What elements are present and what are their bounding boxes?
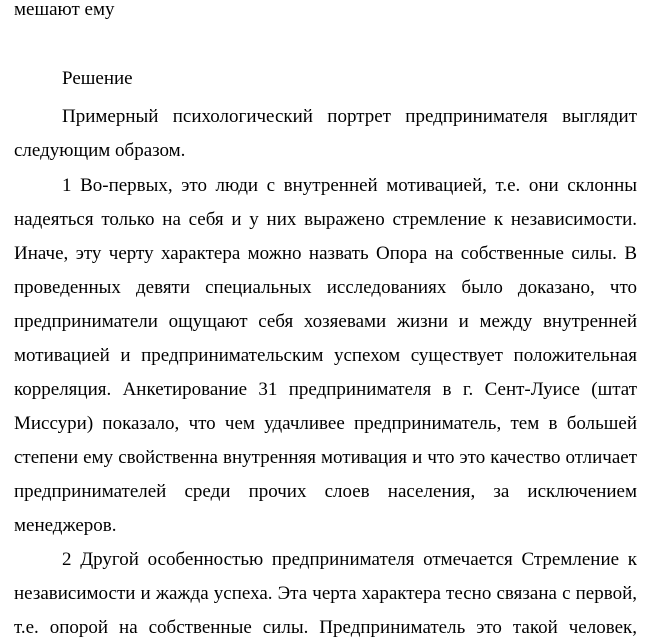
paragraph-line: Иначе, эту черту характера можно назвать Опора на собственные силы. В (14, 243, 637, 264)
paragraph-line: следующим образом. (14, 140, 186, 161)
section-heading: Решение (62, 68, 133, 89)
paragraph-line: Миссури) показало, что чем удачливее предприниматель, тем в большей (14, 413, 637, 434)
paragraph-line: надеяться только на себя и у них выражено стремление к независимости. (14, 209, 637, 230)
paragraph-line: менеджеров. (14, 515, 117, 536)
paragraph-line: т.е. опорой на собственные силы. Предприниматель это такой человек, (14, 617, 637, 638)
paragraph-line: проведенных девяти специальных исследованиях было доказано, что (14, 277, 637, 298)
paragraph-line: степени ему свойственна внутренняя мотивация и что это качество отличает (14, 447, 637, 468)
text-line: мешают ему (14, 0, 115, 20)
paragraph-line: 1 Во-первых, это люди с внутренней мотивацией, т.е. они склонны (62, 175, 637, 196)
paragraph-line: мотивацией и предпринимательским успехом существует положительная (14, 345, 637, 366)
paragraph-line: корреляция. Анкетирование 31 предпринимателя в г. Сент-Луисе (штат (14, 379, 637, 400)
paragraph-line: 2 Другой особенностью предпринимателя отмечается Стремление к (62, 549, 637, 570)
paragraph-line: предпринимателей среди прочих слоев населения, за исключением (14, 481, 637, 502)
paragraph-line: независимости и жажда успеха. Эта черта характера тесно связана с первой, (14, 583, 637, 604)
paragraph-line: предприниматели ощущают себя хозяевами жизни и между внутренней (14, 311, 637, 332)
paragraph-line: Примерный психологический портрет предпринимателя выглядит (62, 106, 637, 127)
